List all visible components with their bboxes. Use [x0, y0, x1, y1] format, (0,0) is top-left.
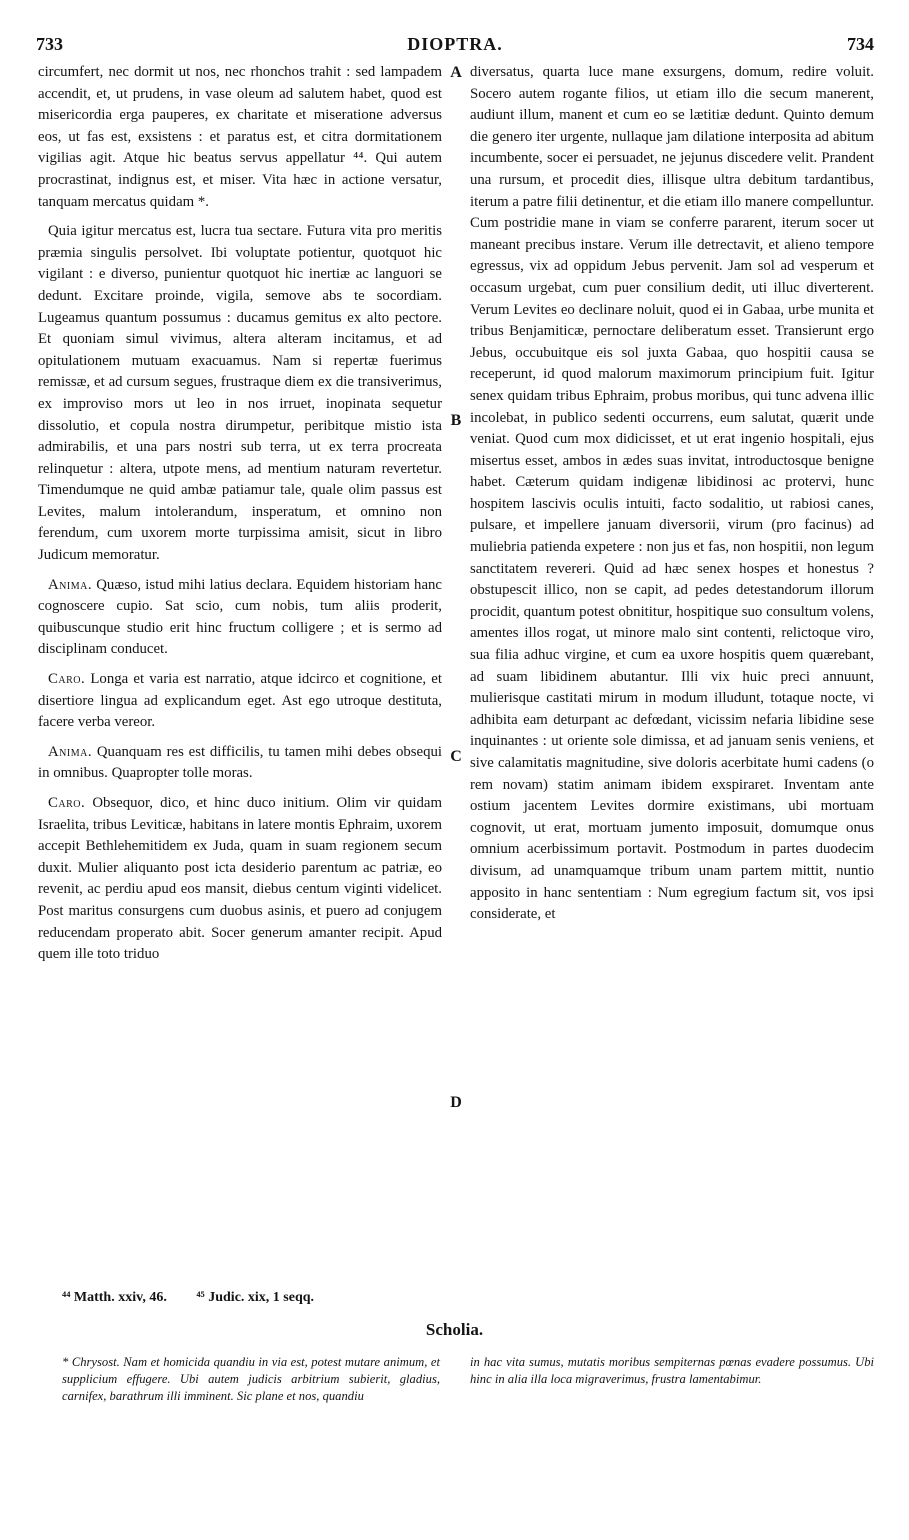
running-title: DIOPTRA.: [407, 34, 503, 54]
right-column: [470, 62, 874, 934]
paragraph-text: diversatus, quarta luce mane exsurgens, domum, redire voluit. Socero autem rogante filios, ut etiam illo die secum manerent, audiunt illum, manent et cum eo se lætitiæ dedunt. Quinto demum die genero iter urgente, nullaque jam dilatione interposita ad abitum incumbente, socer ei persuadet, ne jejunus discedere velit. Prandent una rursum, et procedit dies, illisque ultra debitum tardantibus, iterum a patre filii detinentur, et die etiam illo manere compelluntur. Cum postridie mane in viam se conferre pararent, iterum socer ut maneant precibus instare. Verum ille detrectavit, et alieno tempore egressus, vix ad oppidum Jebus pervenit. Jam sol ad vesperum et occasum urgebat, cum puer consilium dedit, uti illuc diverterent. Verum Levites eo declinare noluit, quod ei in Gabaa, urbe munita et tribus Benjamiticæ, pernoctare deliberatum esset. Transierunt ergo Jebus, occubuitque eis sol juxta Gabaa, quo hospitii causa se receperunt, id quod malorum maximorum principium fuit. Igitur senex quidam tribus Ephraim, probus moribus, qui tunc advena illic incolebat, in publico sedenti occurrens, eum salutat, quærit unde veniat. Quod cum mox didicisset, et ut erat ingenio hospitali, ejus misertus esset, ambos in ædes suas invitat, introductosque benigne habet. Cæterum quidam indigenæ libidinosi ac protervi, hunc hospitem lascivis oculis intuiti, facto sodalitio, ut rabiosi canes, pulsare, et impellere januam diversorii, virum (pro facinus) ad muliebria patienda expetere : non jus et fas, non hospitii, non legum sanctitatem revereri. Quid ad hæc senex hospes et honestus ? obstupescit illico, non se capit, ad pedes detestandorum illorum procidit, quantum potest obnititur, hospitique suo consultum volens, amentes illos rogat, ut minore malo sint contenti, relictoque viro, sua filia adhuc virgine, et cum ea uxore hospitis quem quærebant, ad suam libidinem abutantur. Illi vix huic preci annuunt, mulierisque castitati mirum in modum illudunt, totaque nocte, vi adhibita eam deturpant ac defœdant, vicissim nefaria libidine sese inquinantes : ut oriente sole dimissa, et ad januam senis veniens, et sive calamitatis magnitudine, sive doloris acerbitate humi cadens (o rem novam) statim animam ibidem exspiraret. Inventam ante ostium jacentem Levites dormire existimans, ubi mortuam cognovit, ut erat, mortuam jumento imposuit, domumque onus omnium acerbissimum portavit. Postmodum in partes duodecim divisum, ad unamquamque tribum unam partem mittit, nuntio apposito in hanc sententiam : Num egregium factum sit, vos ipsi considerate, et: [470, 64, 874, 923]
paragraph-text: Quanquam res est difficilis, tu tamen mihi debes obsequi in omnibus. Quapropter tolle moras.: [38, 743, 442, 782]
margin-marker-a: A: [450, 64, 462, 81]
scholia-left: * Chrysost. Nam et homicida quandiu in via est, potest mutare animum, et supplicium effugere. Ubi autem judicis arbitrium subierit, gladius, carnifex, barathrum illi imminent. Sic plane et nos, quandiu: [62, 1355, 440, 1403]
page-number-left: 733: [36, 34, 63, 54]
margin-marker-d: D: [450, 1094, 462, 1111]
scholia-title: Scholia.: [425, 1320, 484, 1339]
paragraph: [38, 669, 442, 734]
paragraph: [38, 742, 442, 785]
paragraph: [38, 62, 442, 213]
margin-marker-c: C: [450, 748, 462, 765]
paragraph: [38, 221, 442, 567]
paragraph: [38, 793, 442, 966]
speaker-label: Anima.: [48, 743, 93, 760]
footnotes: [62, 1290, 340, 1306]
margin-marker-b: B: [450, 412, 462, 429]
paragraph-text: Obsequor, dico, et hinc duco initium. Olim vir quidam Israelita, tribus Leviticæ, habitans in latere montis Ephraim, uxorem accepit Bethlehemitidem ex Juda, quam in suam regionem secum duxit. Mulier aliquanto post icta desiderio parentum ac patriæ, eo revenit, ac perdiu apud eos mansit, diebus centum viginti videlicet. Post maritus consurgens cum duobus asinis, et puero ad conjugem reducendam properato abit. Socer generum amanter recipit. Apud quem ille toto triduo: [38, 795, 442, 963]
speaker-label: Caro.: [48, 795, 86, 811]
page-number-right: 734: [847, 34, 874, 54]
paragraph-text: Longa et varia est narratio, atque idcirco et cognitione, et disertiore lingua ad explicandum eget. Ast ego utroque destituta, facere verba vereor.: [38, 671, 442, 731]
speaker-label: Caro.: [48, 671, 86, 688]
left-column: [38, 62, 442, 974]
paragraph: [38, 575, 442, 661]
footnote: ⁴⁵ Judic. xix, 1 seqq.: [196, 1290, 315, 1305]
paragraph-text: circumfert, nec dormit ut nos, nec rhonchos trahit : sed lampadem accendit, et, ut prudens, in vase oleum ad salutem habet, quod est misericordia erga pauperes, ex charitate et miseratione adversus eos, ut fas est, exsistens : et paratus est, et citra dormitationem vigilias agit. Atque hic beatus servus appellatur ⁴⁴. Qui autem procrastinat, indignus est, et miser. Vita hæc in actione versatur, tanquam mercatus quidam *.: [38, 64, 442, 210]
footnote: ⁴⁴ Matth. xxiv, 46.: [62, 1290, 167, 1305]
page-header: [36, 34, 874, 58]
paragraph-text: Quia igitur mercatus est, lucra tua sectare. Futura vita pro meritis præmia singulis persolvet. Ibi voluptate potientur, quotquot hic vigilant : e diverso, punientur quotquot hic inertiæ ac languori se dedunt. Excitare proinde, vigila, semove abs te socordiam. Lugeamus quantum possumus : ducamus gemitus ex alto pectore. Et quoniam simul vivimus, altera alteram incitamus, et ad opitulationem mutuam exacuamus. Nam si repertæ fuerimus remissæ, et ad cursum segues, frustraque diem ex die transiverimus, ex improviso mors ut leo in nos irruet, inopinata sequetur dissolutio, et copula nostra dirumpetur, peribitque mistio ista admirabilis, et una pars nostri sub terra, ut ex terra procreata relinquetur : altera, utpote mens, ad mentium naturam revertetur. Timendumque ne quid ambæ patiamur tale, quale olim passus est Levites, malum intolerandum, insperatum, et omnino non ferendum, cum uxorem morte turpissima amisit, sicut in libro Judicum memoratur.: [38, 223, 442, 564]
scholia-right: in hac vita sumus, mutatis moribus sempiternas pœnas evadere possumus. Ubi hinc in alia illa loca migraverimus, frustra lamentabimur.: [470, 1355, 874, 1386]
paragraph-text: Quæso, istud mihi latius declara. Equidem historiam hanc cognoscere cupio. Sat scio, cum nobis, tum aliis proderit, quibuscunque studio erit hinc fructum colligere ; et is sermo ad disciplinam conducet.: [38, 576, 442, 658]
speaker-label: Anima.: [48, 576, 93, 593]
